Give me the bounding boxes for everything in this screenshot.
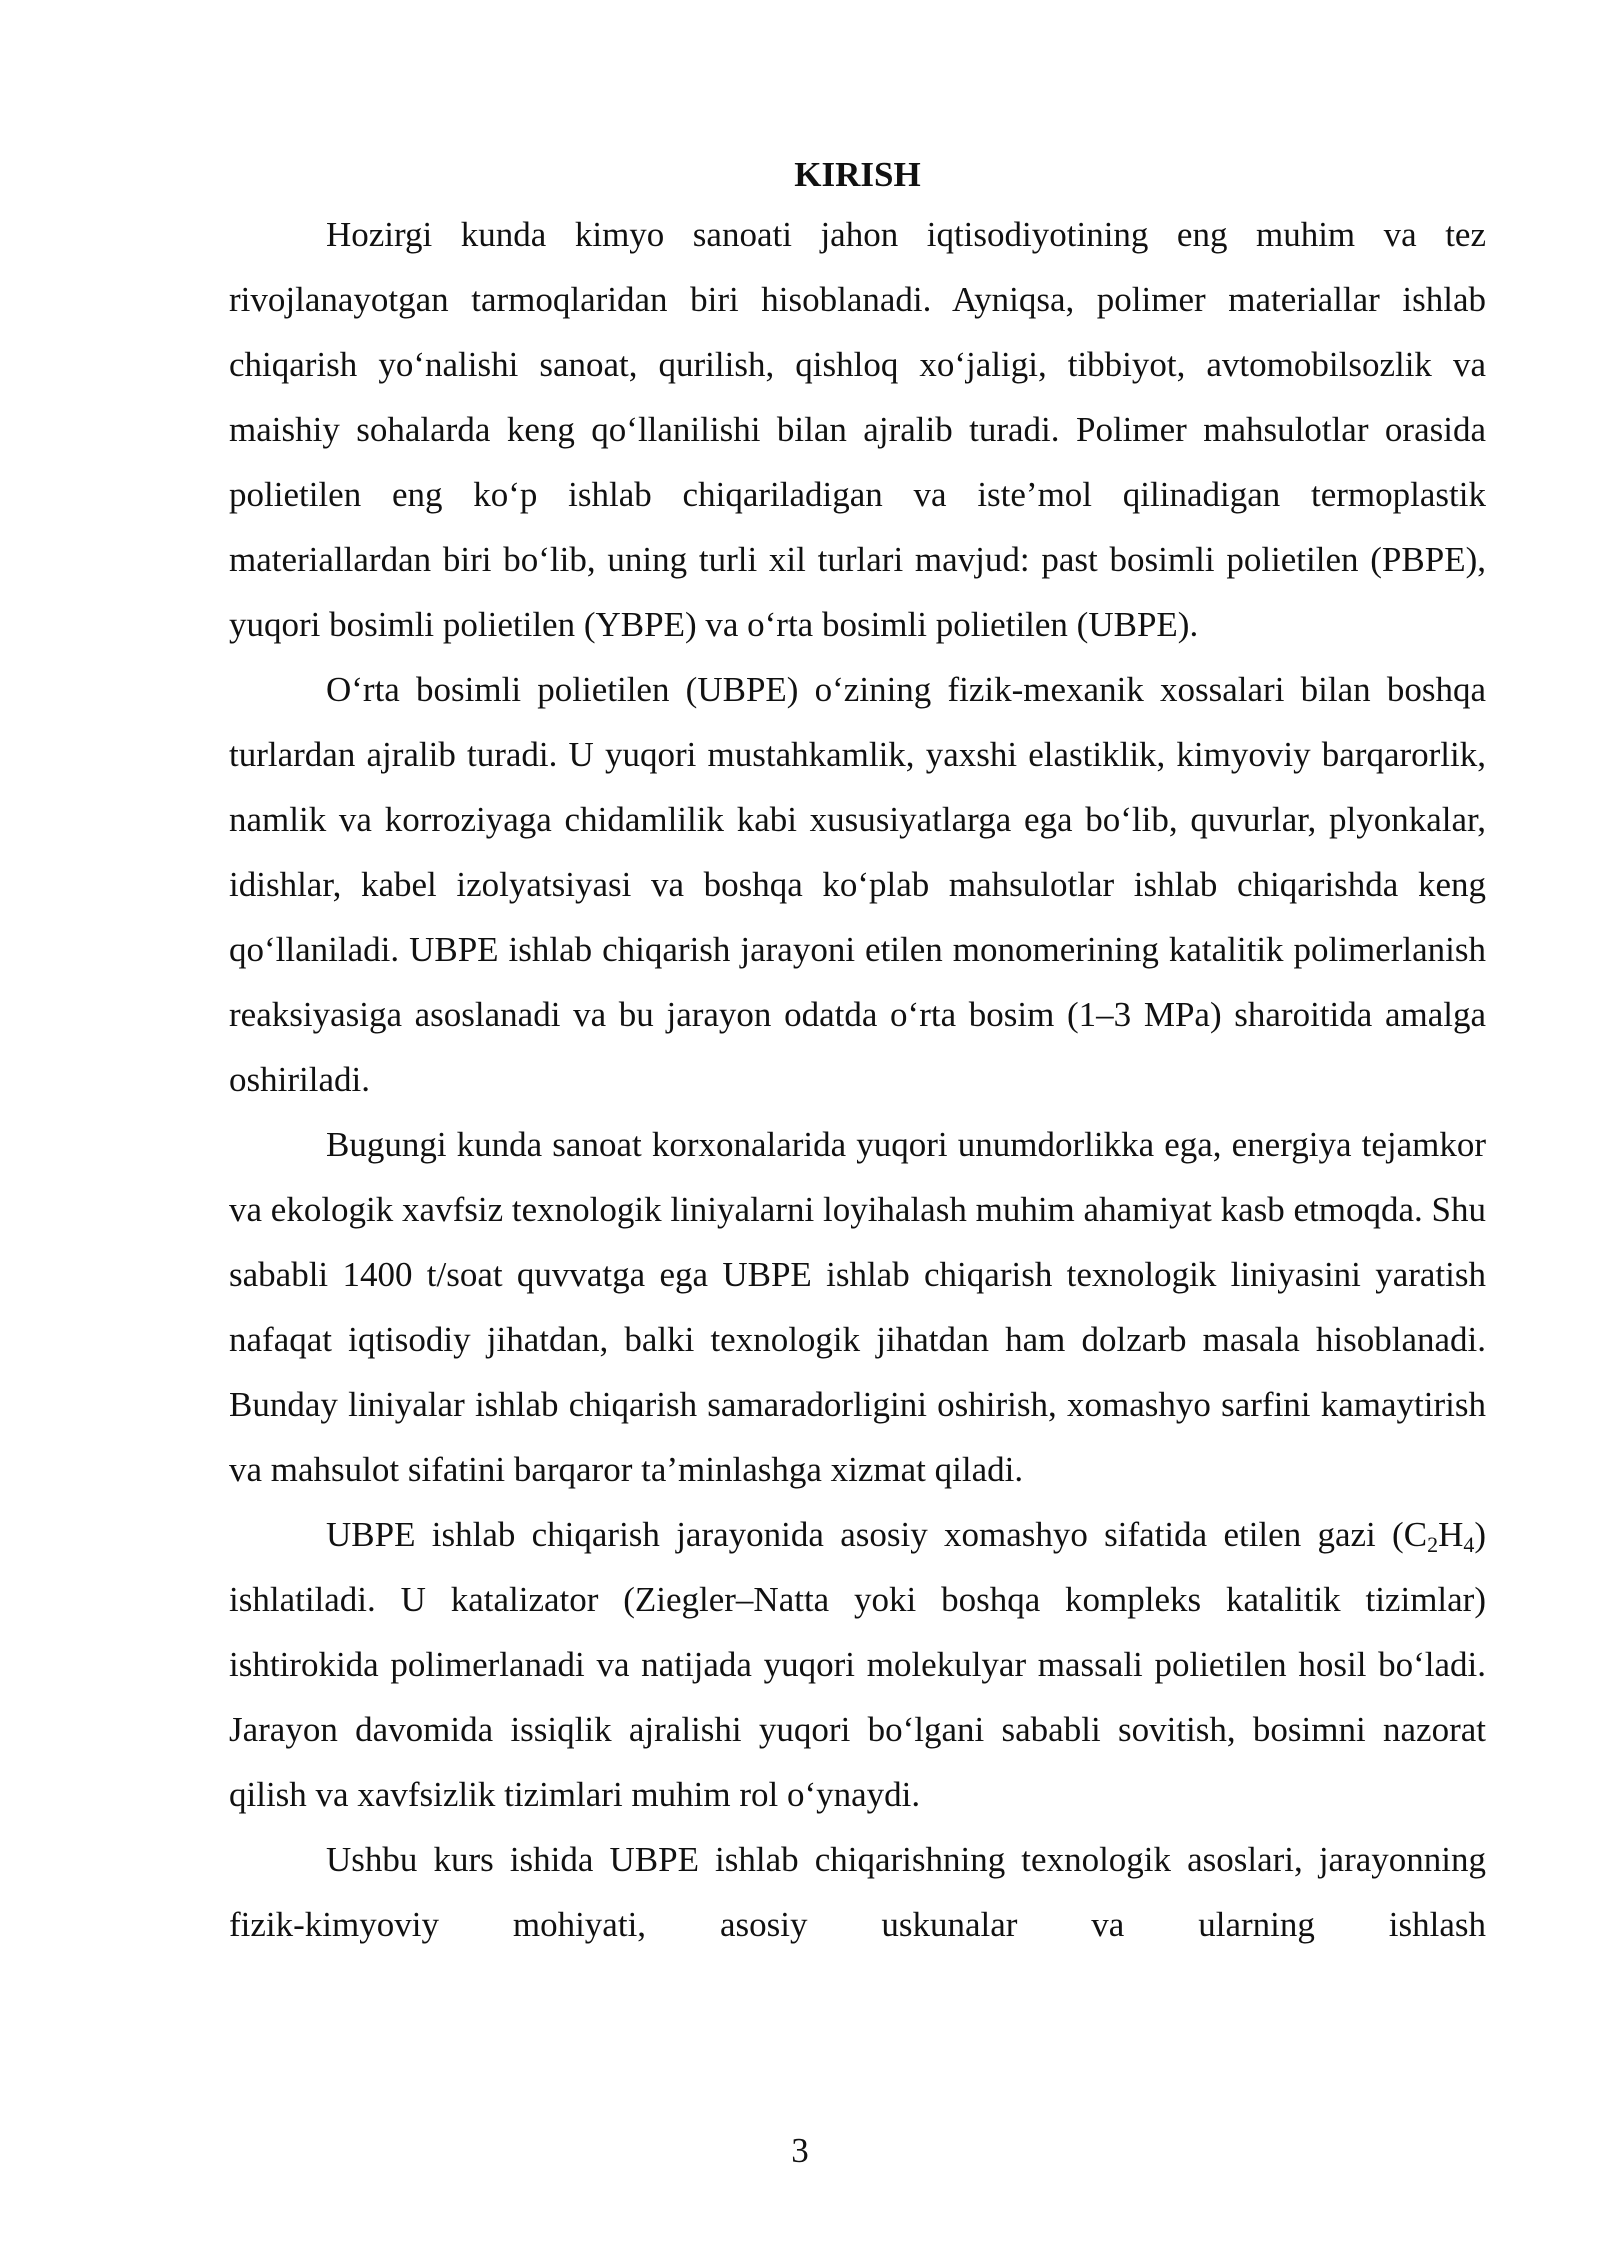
paragraph-2: O‘rta bosimli polietilen (UBPE) o‘zining fizik-mexanik xossalari bilan boshqa turlardan ajralib turadi. U yuqori mustahkamlik, yaxshi elastiklik, kimyoviy barqarorlik, namlik va korroziyaga chidamlilik kabi xususiyatlarga ega bo‘lib, quvurlar, plyonkalar, idishlar, kabel izolyatsiyasi va boshqa ko‘plab mahsulotlar ishlab chiqarishda keng qo‘llaniladi. UBPE ishlab chiqarish jarayoni etilen monomerining katalitik polimerlanish reaksiyasiga asoslanadi va bu jarayon odatda o‘rta bosim (1–3 MPa) sharoitida amalga oshiriladi. xyxy=(229,670,1486,1099)
formula-subscript-hydrogen: 4 xyxy=(1463,1532,1475,1557)
page-body xyxy=(229,150,1486,1957)
paragraph-3: Bugungi kunda sanoat korxonalarida yuqori unumdorlikka ega, energiya tejamkor va ekologik xavfsiz texnologik liniyalarni loyihalash muhim ahamiyat kasb etmoqda. Shu sababli 1400 t/soat quvvatga ega UBPE ishlab chiqarish texnologik liniyasini yaratish nafaqat iqtisodiy jihatdan, balki texnologik jihatdan ham dolzarb masala hisoblanadi. Bunday liniyalar ishlab chiqarish samaradorligini oshirish, xomashyo sarfini kamaytirish va mahsulot sifatini barqaror ta’minlashga xizmat qiladi. xyxy=(229,1125,1486,1489)
paragraph-5: Ushbu kurs ishida UBPE ishlab chiqarishning texnologik asoslari, jarayonning fizik-kimyoviy mohiyati, asosiy uskunalar va ularning ishlash xyxy=(229,1840,1486,1944)
paragraph-1: Hozirgi kunda kimyo sanoati jahon iqtisodiyotining eng muhim va tez rivojlanayotgan tarmoqlaridan biri hisoblanadi. Ayniqsa, polimer materiallar ishlab chiqarish yo‘nalishi sanoat, qurilish, qishloq xo‘jaligi, tibbiyot, avtomobilsozlik va maishiy sohalarda keng qo‘llanilishi bilan ajralib turadi. Polimer mahsulotlar orasida polietilen eng ko‘p ishlab chiqariladigan va iste’mol qilinadigan termoplastik materiallardan biri bo‘lib, uning turli xil turlari mavjud: past bosimli polietilen (PBPE), yuqori bosimli polietilen (YBPE) va o‘rta bosimli polietilen (UBPE). xyxy=(229,215,1486,644)
formula-hydrogen: H xyxy=(1438,1515,1464,1554)
page-title: KIRISH xyxy=(794,155,921,194)
formula-subscript-carbon: 2 xyxy=(1427,1532,1439,1557)
paragraph-4-text-after-formula: ) ishlatiladi. U katalizator (Ziegler–Natta yoki boshqa kompleks katalitik tizimlar) ishtirokida polimerlanadi va natijada yuqori molekulyar massali polietilen hosil bo‘ladi. Jarayon davomida issiqlik ajralishi yuqori bo‘lgani sababli sovitish, bosimni nazorat qilish va xavfsizlik tizimlari muhim rol o‘ynaydi. xyxy=(229,1515,1486,1814)
paragraph-4 xyxy=(229,1502,1486,1827)
page-number: 3 xyxy=(791,2131,809,2170)
paragraph-4-text-before-formula: UBPE ishlab chiqarish jarayonida asosiy xomashyo sifatida etilen gazi (C xyxy=(326,1515,1428,1554)
